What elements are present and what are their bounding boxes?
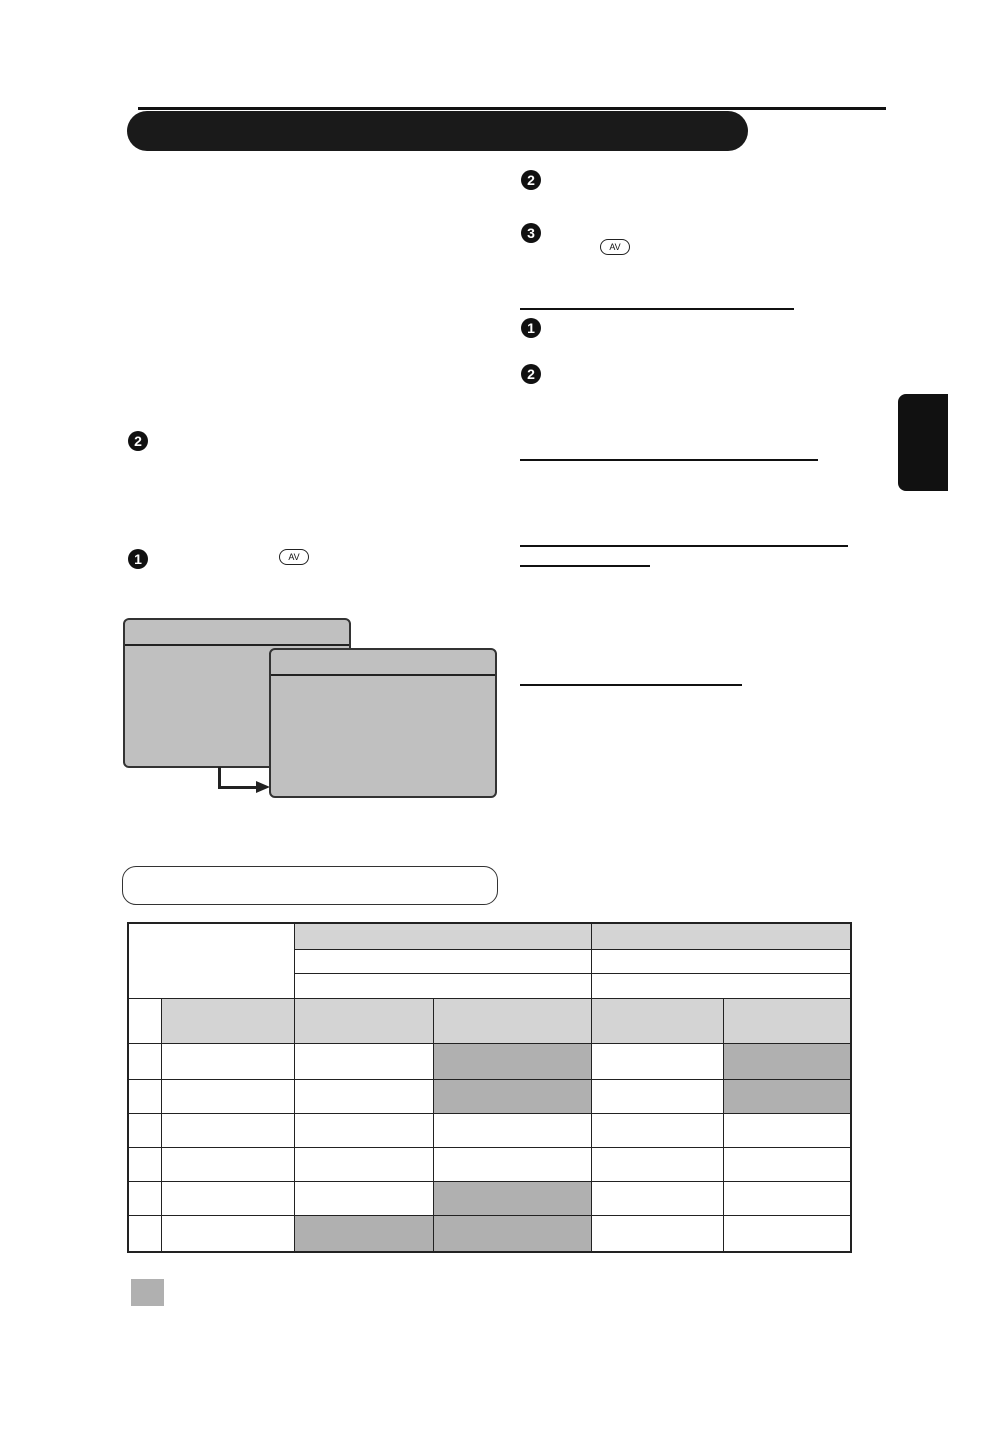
heading-underline <box>520 459 818 461</box>
header-rule <box>138 107 886 110</box>
table-row <box>128 1079 851 1113</box>
heading-underline <box>520 545 848 547</box>
arrow-shaft <box>218 786 258 789</box>
table-caption-box <box>122 866 498 905</box>
table-row <box>128 1181 851 1215</box>
subheader-cell <box>591 949 851 973</box>
av-button-icon: AV <box>600 239 630 255</box>
compatibility-table <box>127 922 852 1253</box>
header-cell <box>591 923 851 949</box>
section-title-bar <box>127 111 748 151</box>
step-1-icon: 1 <box>128 549 148 569</box>
column-header <box>591 998 723 1043</box>
column-header <box>723 998 851 1043</box>
table-row <box>128 1043 851 1079</box>
table-row <box>128 1147 851 1181</box>
heading-underline <box>520 684 742 686</box>
subheader-cell <box>591 973 851 998</box>
av-button-icon: AV <box>279 549 309 565</box>
step-1-icon: 1 <box>521 318 541 338</box>
legend-swatch <box>131 1279 164 1306</box>
header-cell <box>294 923 591 949</box>
column-header <box>433 998 591 1043</box>
arrow-right-icon <box>256 781 270 793</box>
step-2-icon: 2 <box>128 431 148 451</box>
column-header <box>161 998 294 1043</box>
step-2-icon: 2 <box>521 170 541 190</box>
table-row <box>128 1113 851 1147</box>
menu-window-front <box>269 648 497 798</box>
language-side-tab <box>898 394 948 491</box>
column-header <box>294 998 433 1043</box>
step-2-icon: 2 <box>521 364 541 384</box>
subheader-cell <box>294 949 591 973</box>
corner-cell <box>128 923 294 998</box>
heading-underline <box>520 308 794 310</box>
step-3-icon: 3 <box>521 223 541 243</box>
subheader-cell <box>294 973 591 998</box>
heading-underline <box>520 565 650 567</box>
table-row <box>128 1215 851 1252</box>
